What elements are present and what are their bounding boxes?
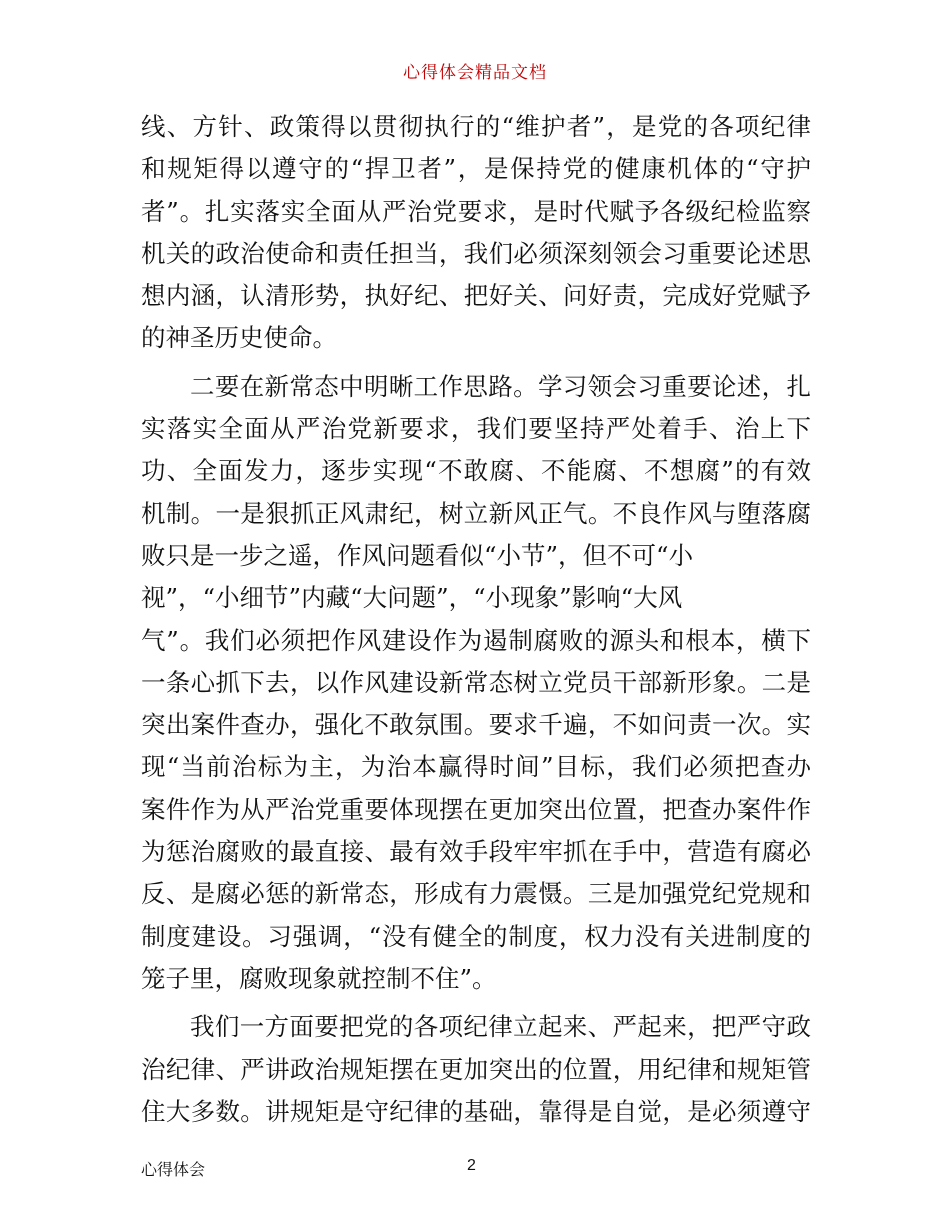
text-line: 住大多数。讲规矩是守纪律的基础，靠得是自觉，是必须遵守 xyxy=(141,1096,811,1126)
text-line: 现“当前治标为主，为治本赢得时间”目标，我们必须把查办 xyxy=(141,752,811,782)
text-line: 的神圣历史使命。 xyxy=(141,323,337,353)
text-line: 我们一方面要把党的各项纪律立起来、严起来，把严守政 xyxy=(190,1012,811,1042)
text-line: 笼子里，腐败现象就控制不住”。 xyxy=(141,963,497,993)
text-line: 败只是一步之遥，作风问题看似“小节”，但不可“小 xyxy=(141,540,694,570)
text-line: 实落实全面从严治党新要求，我们要坚持严处着手、治上下 xyxy=(141,414,811,444)
text-line: 一条心抓下去，以作风建设新常态树立党员干部新形象。二是 xyxy=(141,667,811,697)
text-line: 二要在新常态中明晰工作思路。学习领会习重要论述，扎 xyxy=(190,371,811,401)
text-line: 突出案件查办，强化不敢氛围。要求千遍，不如问责一次。实 xyxy=(141,710,811,740)
footer-label: 心得体会 xyxy=(141,1160,206,1179)
text-line: 功、全面发力，逐步实现“不敢腐、不能腐、不想腐”的有效 xyxy=(141,456,811,486)
document-body xyxy=(141,106,811,1133)
paragraph xyxy=(141,106,811,360)
text-line: 案件作为从严治党重要体现摆在更加突出位置，把查办案件作 xyxy=(141,794,811,824)
text-line: 视”，“小细节”内藏“大问题”，“小现象”影响“大风 xyxy=(141,583,683,613)
text-line: 机关的政治使命和责任担当，我们必须深刻领会习重要论述思 xyxy=(141,238,811,268)
text-line: 制度建设。习强调，“没有健全的制度，权力没有关进制度的 xyxy=(141,921,811,951)
text-line: 者”。扎实落实全面从严治党要求，是时代赋予各级纪检监察 xyxy=(141,196,811,226)
text-line: 为惩治腐败的最直接、最有效手段牢牢抓在手中，营造有腐必 xyxy=(141,837,811,867)
text-line: 线、方针、政策得以贯彻执行的“维护者”，是党的各项纪律 xyxy=(141,112,811,141)
document-header-title: 心得体会精品文档 xyxy=(403,63,547,83)
paragraph xyxy=(141,366,811,1000)
page-number: 2 xyxy=(467,1157,476,1174)
text-line: 治纪律、严讲政治规矩摆在更加突出的位置，用纪律和规矩管 xyxy=(141,1054,811,1084)
text-line: 气”。我们必须把作风建设作为遏制腐败的源头和根本，横下 xyxy=(141,625,811,655)
text-line: 想内涵，认清形势，执好纪、把好关、问好责，完成好党赋予 xyxy=(141,281,811,311)
paragraph xyxy=(141,1006,811,1133)
text-line: 机制。一是狠抓正风肃纪，树立新风正气。不良作风与堕落腐 xyxy=(141,498,811,528)
text-line: 和规矩得以遵守的“捍卫者”，是保持党的健康机体的“守护 xyxy=(141,154,811,184)
text-line: 反、是腐必惩的新常态，形成有力震慑。三是加强党纪党规和 xyxy=(141,879,811,909)
